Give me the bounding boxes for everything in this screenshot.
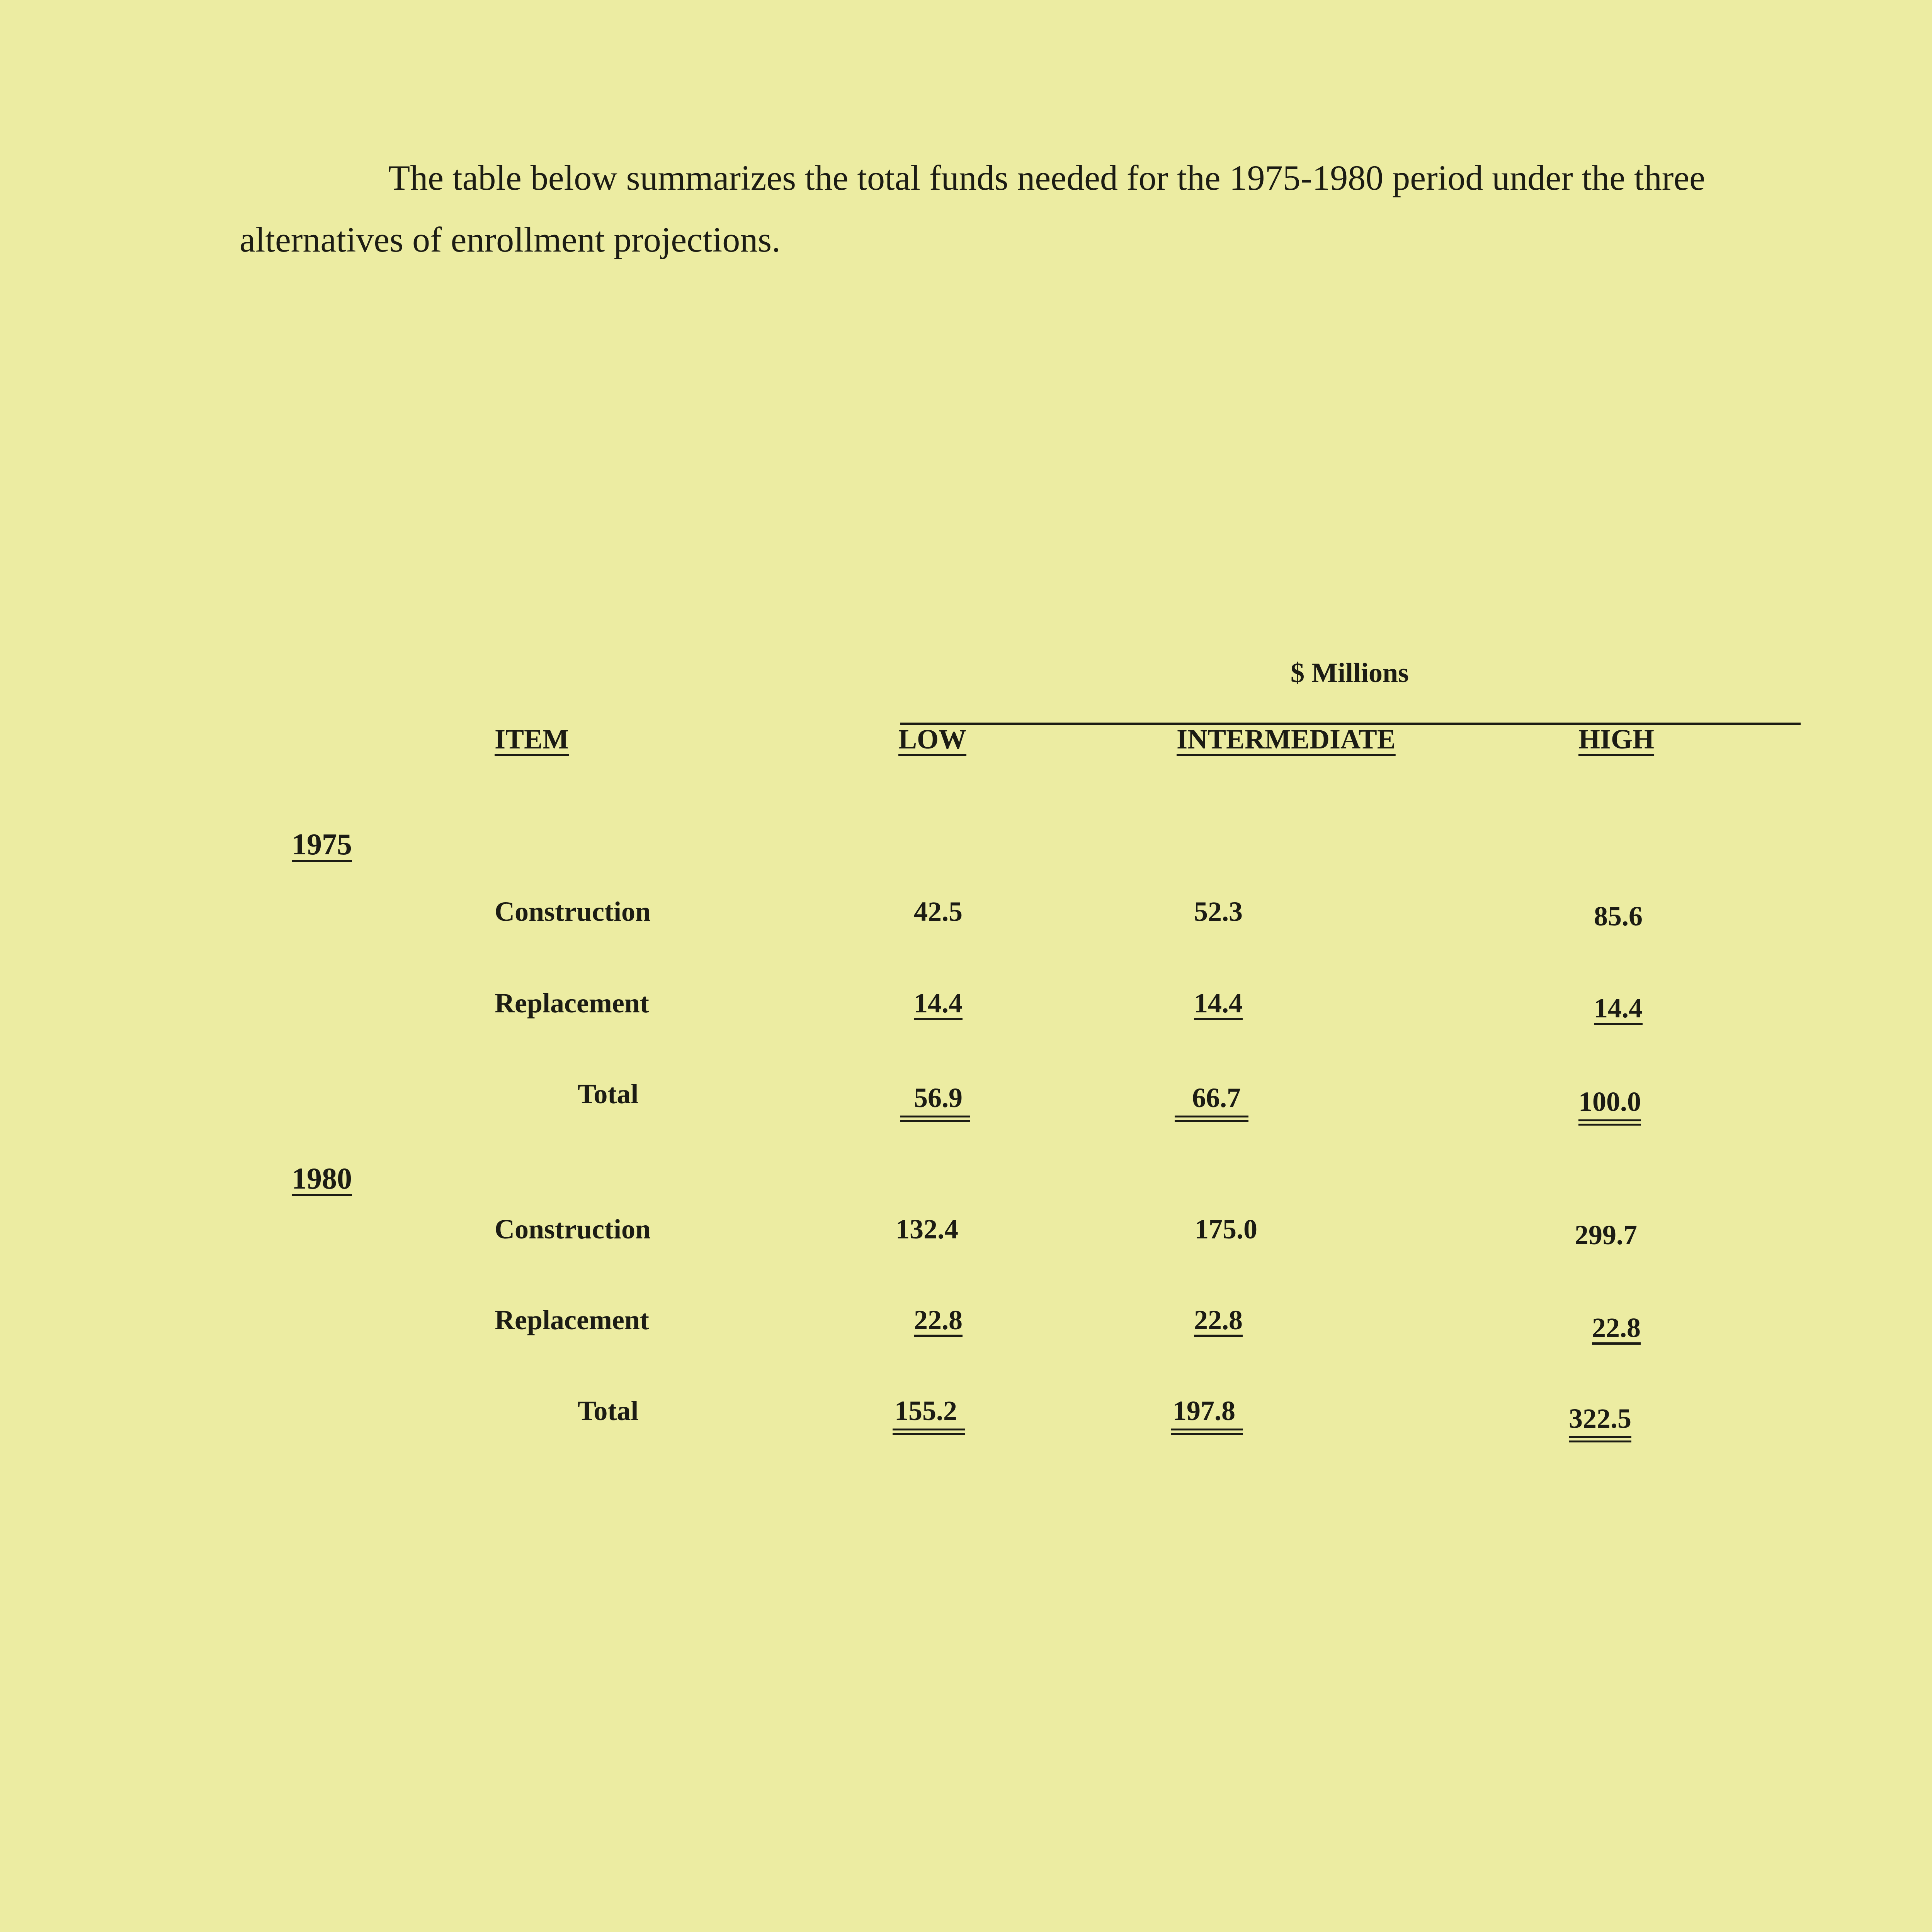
units-label: $ Millions: [1291, 657, 1409, 688]
cell-1975-total-high: 100.0: [1578, 1086, 1641, 1126]
cell-1980-replacement-high: 22.8: [1592, 1312, 1641, 1343]
row-label-construction-1975: Construction: [495, 896, 651, 927]
cell-1980-replacement-intermediate: 22.8: [1194, 1304, 1243, 1335]
cell-1980-total-intermediate: 197.8: [1171, 1395, 1243, 1435]
cell-1975-construction-low: 42.5: [914, 896, 963, 927]
column-header-low: LOW: [898, 724, 967, 755]
row-label-replacement-1980: Replacement: [495, 1304, 649, 1335]
column-header-intermediate: INTERMEDIATE: [1177, 724, 1396, 755]
cell-1975-replacement-intermediate: 14.4: [1194, 988, 1243, 1019]
cell-1975-replacement-high: 14.4: [1594, 993, 1643, 1024]
row-label-total-1980: Total: [578, 1395, 639, 1426]
year-label-1975: 1975: [292, 827, 352, 861]
cell-1975-total-low: 56.9: [900, 1082, 970, 1122]
cell-1980-construction-high: 299.7: [1575, 1219, 1637, 1250]
row-label-construction-1980: Construction: [495, 1214, 651, 1245]
cell-1980-total-low: 155.2: [893, 1395, 965, 1435]
cell-1975-construction-intermediate: 52.3: [1194, 896, 1243, 927]
cell-1975-replacement-low: 14.4: [914, 988, 963, 1019]
cell-1980-replacement-low: 22.8: [914, 1304, 963, 1335]
cell-1980-total-high: 322.5: [1569, 1403, 1631, 1442]
year-label-1980: 1980: [292, 1162, 352, 1195]
row-label-replacement-1975: Replacement: [495, 988, 649, 1019]
column-header-item: ITEM: [495, 724, 569, 755]
intro-paragraph: The table below summarizes the total funds needed for the 1975-1980 period under the three alternatives of enrollment projections.: [240, 158, 1705, 259]
cell-1975-total-intermediate: 66.7: [1175, 1082, 1248, 1122]
cell-1980-construction-intermediate: 175.0: [1195, 1214, 1257, 1245]
cell-1980-construction-low: 132.4: [896, 1214, 958, 1245]
cell-1975-construction-high: 85.6: [1594, 901, 1643, 932]
column-header-high: HIGH: [1578, 724, 1655, 755]
row-label-total-1975: Total: [578, 1078, 639, 1109]
